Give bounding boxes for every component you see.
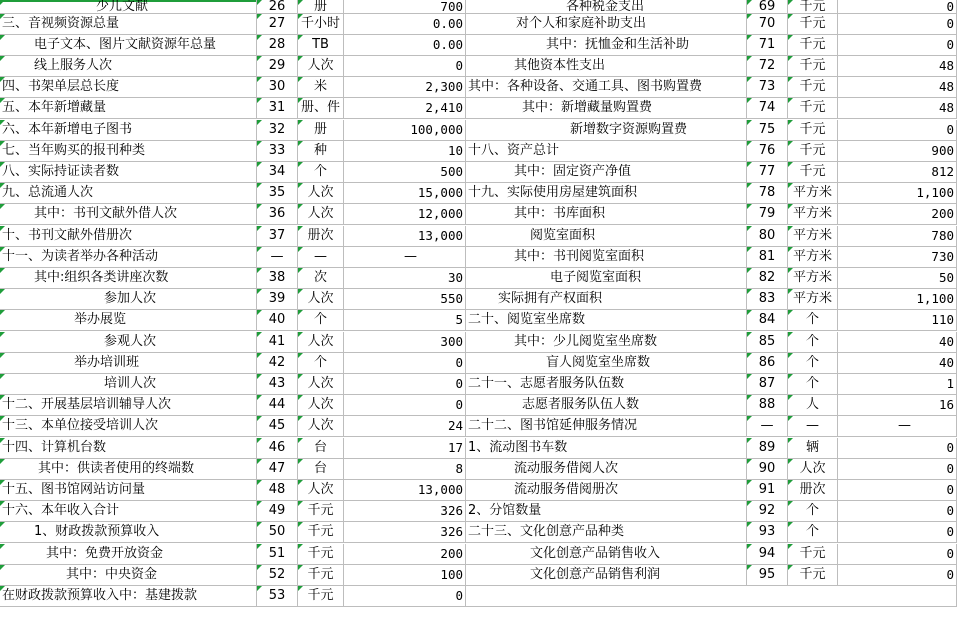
right-code-cell[interactable]: 95 bbox=[747, 565, 788, 586]
right-name-cell[interactable]: 盲人阅览室坐席数 bbox=[466, 353, 747, 374]
left-value-cell[interactable]: 13,000 bbox=[344, 480, 466, 501]
table-row bbox=[0, 77, 957, 98]
left-code-cell[interactable]: 26 bbox=[257, 0, 298, 14]
right-unit-cell[interactable]: 千元 bbox=[788, 56, 838, 77]
left-unit-cell[interactable]: 个 bbox=[298, 310, 344, 331]
right-unit-cell[interactable]: 平方米 bbox=[788, 247, 838, 268]
table-row bbox=[0, 332, 957, 353]
right-name-cell[interactable]: 电子阅览室面积 bbox=[466, 268, 747, 289]
right-code-cell[interactable]: 75 bbox=[747, 120, 788, 141]
left-code-cell[interactable]: 27 bbox=[257, 14, 298, 35]
left-code-cell[interactable]: 44 bbox=[257, 395, 298, 416]
left-unit-cell[interactable]: 人次 bbox=[298, 480, 344, 501]
left-code-cell[interactable]: 30 bbox=[257, 77, 298, 98]
table-row bbox=[0, 480, 957, 501]
left-value-cell[interactable]: 326 bbox=[344, 501, 466, 522]
right-code-cell[interactable]: 86 bbox=[747, 353, 788, 374]
right-unit-cell[interactable]: 册次 bbox=[788, 480, 838, 501]
table-row bbox=[0, 141, 957, 162]
right-unit-cell[interactable]: 千元 bbox=[788, 120, 838, 141]
right-value-cell[interactable]: 0 bbox=[838, 0, 957, 14]
left-code-cell[interactable]: 33 bbox=[257, 141, 298, 162]
left-code-cell[interactable]: 41 bbox=[257, 332, 298, 353]
right-value-cell[interactable]: 1,100 bbox=[838, 289, 957, 310]
right-name-cell[interactable]: 1、流动图书车数 bbox=[466, 438, 747, 459]
left-unit-cell[interactable]: 千小时 bbox=[298, 14, 344, 35]
right-value-cell[interactable]: 0 bbox=[838, 522, 957, 543]
right-code-cell[interactable]: 79 bbox=[747, 204, 788, 225]
left-unit-cell[interactable]: 台 bbox=[298, 438, 344, 459]
left-value-cell[interactable]: 700 bbox=[344, 0, 466, 14]
right-code-cell[interactable]: 72 bbox=[747, 56, 788, 77]
right-unit-cell[interactable]: — bbox=[788, 416, 838, 437]
right-unit-cell[interactable]: 个 bbox=[788, 332, 838, 353]
left-unit-cell[interactable]: 千元 bbox=[298, 522, 344, 543]
left-code-cell[interactable]: 53 bbox=[257, 586, 298, 607]
right-value-cell[interactable]: 48 bbox=[838, 56, 957, 77]
table-row bbox=[0, 310, 957, 331]
left-value-cell[interactable]: 15,000 bbox=[344, 183, 466, 204]
left-value-cell[interactable]: 0 bbox=[344, 586, 466, 607]
right-value-cell[interactable]: 900 bbox=[838, 141, 957, 162]
right-code-cell[interactable]: 93 bbox=[747, 522, 788, 543]
left-value-cell[interactable]: 17 bbox=[344, 438, 466, 459]
table-row bbox=[0, 416, 957, 437]
right-code-cell[interactable]: 92 bbox=[747, 501, 788, 522]
right-value-cell[interactable]: 0 bbox=[838, 501, 957, 522]
empty-cell[interactable] bbox=[466, 586, 957, 607]
right-name-cell[interactable]: 实际拥有产权面积 bbox=[466, 289, 747, 310]
left-name-cell[interactable]: 其中：免费开放资金 bbox=[0, 544, 257, 565]
left-value-cell[interactable]: 0 bbox=[344, 56, 466, 77]
right-code-cell[interactable]: 77 bbox=[747, 162, 788, 183]
right-unit-cell[interactable]: 人 bbox=[788, 395, 838, 416]
table-row bbox=[0, 98, 957, 119]
right-name-cell[interactable]: 其中：书刊阅览室面积 bbox=[466, 247, 747, 268]
right-unit-cell[interactable]: 个 bbox=[788, 374, 838, 395]
right-unit-cell[interactable]: 千元 bbox=[788, 544, 838, 565]
left-code-cell[interactable]: 39 bbox=[257, 289, 298, 310]
right-unit-cell[interactable]: 千元 bbox=[788, 0, 838, 14]
left-unit-cell[interactable]: 册次 bbox=[298, 226, 344, 247]
right-code-cell[interactable]: 71 bbox=[747, 35, 788, 56]
table-row bbox=[0, 120, 957, 141]
right-value-cell[interactable]: 0 bbox=[838, 544, 957, 565]
left-code-cell[interactable]: 36 bbox=[257, 204, 298, 225]
left-code-cell[interactable]: 47 bbox=[257, 459, 298, 480]
left-name-cell[interactable]: 十三、本单位接受培训人次 bbox=[0, 416, 257, 437]
table-row bbox=[0, 183, 957, 204]
table-row bbox=[0, 459, 957, 480]
right-value-cell[interactable]: 0 bbox=[838, 565, 957, 586]
right-unit-cell[interactable]: 平方米 bbox=[788, 268, 838, 289]
left-unit-cell[interactable]: 人次 bbox=[298, 204, 344, 225]
left-unit-cell[interactable]: 册、件 bbox=[298, 98, 344, 119]
right-unit-cell[interactable]: 千元 bbox=[788, 565, 838, 586]
right-value-cell[interactable]: 0 bbox=[838, 35, 957, 56]
left-name-cell[interactable]: 1、财政拨款预算收入 bbox=[0, 522, 257, 543]
left-unit-cell[interactable]: 千元 bbox=[298, 501, 344, 522]
left-code-cell[interactable]: 40 bbox=[257, 310, 298, 331]
right-value-cell[interactable]: 0 bbox=[838, 480, 957, 501]
table-row bbox=[0, 353, 957, 374]
table-row bbox=[0, 226, 957, 247]
right-name-cell[interactable]: 各种税金支出 bbox=[466, 0, 747, 14]
left-value-cell[interactable]: 8 bbox=[344, 459, 466, 480]
left-name-cell[interactable]: 九、总流通人次 bbox=[0, 183, 257, 204]
left-name-cell[interactable]: 参加人次 bbox=[0, 289, 257, 310]
left-value-cell[interactable]: 12,000 bbox=[344, 204, 466, 225]
left-name-cell[interactable]: 举办展览 bbox=[0, 310, 257, 331]
right-code-cell[interactable]: 69 bbox=[747, 0, 788, 14]
left-value-cell[interactable]: 0.00 bbox=[344, 35, 466, 56]
left-value-cell[interactable]: 0 bbox=[344, 395, 466, 416]
right-value-cell[interactable]: 730 bbox=[838, 247, 957, 268]
right-code-cell[interactable]: 81 bbox=[747, 247, 788, 268]
left-code-cell[interactable]: 35 bbox=[257, 183, 298, 204]
left-value-cell[interactable]: 100,000 bbox=[344, 120, 466, 141]
right-name-cell[interactable]: 其中：新增藏量购置费 bbox=[466, 98, 747, 119]
right-unit-cell[interactable]: 个 bbox=[788, 353, 838, 374]
left-value-cell[interactable]: — bbox=[344, 247, 466, 268]
table-row bbox=[0, 0, 957, 14]
right-code-cell[interactable]: 80 bbox=[747, 226, 788, 247]
left-name-cell[interactable]: 十一、为读者举办各种活动 bbox=[0, 247, 257, 268]
left-unit-cell[interactable]: — bbox=[298, 247, 344, 268]
right-value-cell[interactable]: 1 bbox=[838, 374, 957, 395]
table-row bbox=[0, 395, 957, 416]
table-row bbox=[0, 247, 957, 268]
right-value-cell[interactable]: 0 bbox=[838, 438, 957, 459]
right-name-cell[interactable]: 文化创意产品销售利润 bbox=[466, 565, 747, 586]
table-row bbox=[0, 544, 957, 565]
left-unit-cell[interactable]: 人次 bbox=[298, 374, 344, 395]
left-code-cell[interactable]: 29 bbox=[257, 56, 298, 77]
right-code-cell[interactable]: 91 bbox=[747, 480, 788, 501]
left-value-cell[interactable]: 13,000 bbox=[344, 226, 466, 247]
left-code-cell[interactable]: 48 bbox=[257, 480, 298, 501]
left-value-cell[interactable]: 5 bbox=[344, 310, 466, 331]
left-name-cell[interactable]: 线上服务人次 bbox=[0, 56, 257, 77]
table-row bbox=[0, 374, 957, 395]
right-value-cell[interactable]: 1,100 bbox=[838, 183, 957, 204]
left-name-cell[interactable]: 十六、本年收入合计 bbox=[0, 501, 257, 522]
left-unit-cell[interactable]: 人次 bbox=[298, 56, 344, 77]
right-unit-cell[interactable]: 平方米 bbox=[788, 289, 838, 310]
left-name-cell[interactable]: 七、当年购买的报刊种类 bbox=[0, 141, 257, 162]
left-name-cell[interactable]: 参观人次 bbox=[0, 332, 257, 353]
right-unit-cell[interactable]: 个 bbox=[788, 501, 838, 522]
left-code-cell[interactable]: 46 bbox=[257, 438, 298, 459]
right-value-cell[interactable]: 40 bbox=[838, 332, 957, 353]
table-row bbox=[0, 586, 957, 607]
left-name-cell[interactable]: 三、音视频资源总量 bbox=[0, 14, 257, 35]
left-name-cell[interactable]: 在财政拨款预算收入中：基建拨款 bbox=[0, 586, 257, 607]
left-value-cell[interactable]: 24 bbox=[344, 416, 466, 437]
right-unit-cell[interactable]: 千元 bbox=[788, 141, 838, 162]
right-unit-cell[interactable]: 辆 bbox=[788, 438, 838, 459]
left-name-cell[interactable]: 其中：供读者使用的终端数 bbox=[0, 459, 257, 480]
left-code-cell[interactable]: 52 bbox=[257, 565, 298, 586]
right-code-cell[interactable]: 83 bbox=[747, 289, 788, 310]
right-code-cell[interactable]: 70 bbox=[747, 14, 788, 35]
right-name-cell[interactable]: 十八、资产总计 bbox=[466, 141, 747, 162]
right-name-cell[interactable]: 文化创意产品销售收入 bbox=[466, 544, 747, 565]
right-name-cell[interactable]: 其他资本性支出 bbox=[466, 56, 747, 77]
left-code-cell[interactable]: 37 bbox=[257, 226, 298, 247]
right-name-cell[interactable]: 流动服务借阅人次 bbox=[466, 459, 747, 480]
right-name-cell[interactable]: 二十一、志愿者服务队伍数 bbox=[466, 374, 747, 395]
right-name-cell[interactable]: 新增数字资源购置费 bbox=[466, 120, 747, 141]
right-value-cell[interactable]: 0 bbox=[838, 120, 957, 141]
right-code-cell[interactable]: 85 bbox=[747, 332, 788, 353]
table-row bbox=[0, 522, 957, 543]
left-name-cell[interactable]: 电子文本、图片文献资源年总量 bbox=[0, 35, 257, 56]
right-unit-cell[interactable]: 个 bbox=[788, 522, 838, 543]
right-value-cell[interactable]: 0 bbox=[838, 14, 957, 35]
left-name-cell[interactable]: 其中：书刊文献外借人次 bbox=[0, 204, 257, 225]
right-unit-cell[interactable]: 人次 bbox=[788, 459, 838, 480]
right-name-cell[interactable]: 其中：固定资产净值 bbox=[466, 162, 747, 183]
left-name-cell[interactable]: 少儿文献 bbox=[0, 0, 257, 14]
right-code-cell[interactable]: 88 bbox=[747, 395, 788, 416]
right-code-cell[interactable]: 73 bbox=[747, 77, 788, 98]
left-unit-cell[interactable]: 千元 bbox=[298, 544, 344, 565]
right-unit-cell[interactable]: 个 bbox=[788, 310, 838, 331]
right-unit-cell[interactable]: 千元 bbox=[788, 77, 838, 98]
left-code-cell[interactable]: 45 bbox=[257, 416, 298, 437]
table-row bbox=[0, 501, 957, 522]
right-value-cell[interactable]: 0 bbox=[838, 459, 957, 480]
left-value-cell[interactable]: 326 bbox=[344, 522, 466, 543]
right-name-cell[interactable]: 其中：抚恤金和生活补助 bbox=[466, 35, 747, 56]
right-value-cell[interactable]: 16 bbox=[838, 395, 957, 416]
right-unit-cell[interactable]: 平方米 bbox=[788, 204, 838, 225]
table-row bbox=[0, 204, 957, 225]
right-value-cell[interactable]: 48 bbox=[838, 77, 957, 98]
left-value-cell[interactable]: 300 bbox=[344, 332, 466, 353]
left-unit-cell[interactable]: 人次 bbox=[298, 289, 344, 310]
table-row bbox=[0, 162, 957, 183]
right-code-cell[interactable]: 94 bbox=[747, 544, 788, 565]
table-row bbox=[0, 565, 957, 586]
right-value-cell[interactable]: — bbox=[838, 416, 957, 437]
left-code-cell[interactable]: 49 bbox=[257, 501, 298, 522]
right-name-cell[interactable]: 二十三、文化创意产品种类 bbox=[466, 522, 747, 543]
right-name-cell[interactable]: 其中：书库面积 bbox=[466, 204, 747, 225]
left-name-cell[interactable]: 其中:组织各类讲座次数 bbox=[0, 268, 257, 289]
left-name-cell[interactable]: 八、实际持证读者数 bbox=[0, 162, 257, 183]
right-code-cell[interactable]: — bbox=[747, 416, 788, 437]
left-code-cell[interactable]: 42 bbox=[257, 353, 298, 374]
left-name-cell[interactable]: 十、书刊文献外借册次 bbox=[0, 226, 257, 247]
left-value-cell[interactable]: 0 bbox=[344, 374, 466, 395]
left-name-cell[interactable]: 四、书架单层总长度 bbox=[0, 77, 257, 98]
right-name-cell[interactable]: 2、分馆数量 bbox=[466, 501, 747, 522]
right-code-cell[interactable]: 82 bbox=[747, 268, 788, 289]
left-name-cell[interactable]: 十二、开展基层培训辅导人次 bbox=[0, 395, 257, 416]
left-name-cell[interactable]: 举办培训班 bbox=[0, 353, 257, 374]
right-code-cell[interactable]: 74 bbox=[747, 98, 788, 119]
left-value-cell[interactable]: 10 bbox=[344, 141, 466, 162]
right-value-cell[interactable]: 40 bbox=[838, 353, 957, 374]
left-unit-cell[interactable]: 个 bbox=[298, 353, 344, 374]
right-unit-cell[interactable]: 千元 bbox=[788, 162, 838, 183]
right-value-cell[interactable]: 110 bbox=[838, 310, 957, 331]
right-value-cell[interactable]: 50 bbox=[838, 268, 957, 289]
right-name-cell[interactable]: 二十二、图书馆延伸服务情况 bbox=[466, 416, 747, 437]
right-code-cell[interactable]: 90 bbox=[747, 459, 788, 480]
left-code-cell[interactable]: 50 bbox=[257, 522, 298, 543]
right-value-cell[interactable]: 200 bbox=[838, 204, 957, 225]
right-name-cell[interactable]: 十九、实际使用房屋建筑面积 bbox=[466, 183, 747, 204]
right-name-cell[interactable]: 对个人和家庭补助支出 bbox=[466, 14, 747, 35]
left-unit-cell[interactable]: 册 bbox=[298, 0, 344, 14]
left-unit-cell[interactable]: 台 bbox=[298, 459, 344, 480]
left-unit-cell[interactable]: 千元 bbox=[298, 586, 344, 607]
right-code-cell[interactable]: 89 bbox=[747, 438, 788, 459]
left-value-cell[interactable]: 550 bbox=[344, 289, 466, 310]
left-unit-cell[interactable]: 册 bbox=[298, 120, 344, 141]
right-name-cell[interactable]: 二十、阅览室坐席数 bbox=[466, 310, 747, 331]
right-value-cell[interactable]: 812 bbox=[838, 162, 957, 183]
right-name-cell[interactable]: 其中：少儿阅览室坐席数 bbox=[466, 332, 747, 353]
left-name-cell[interactable]: 其中：中央资金 bbox=[0, 565, 257, 586]
right-unit-cell[interactable]: 平方米 bbox=[788, 183, 838, 204]
table-row bbox=[0, 56, 957, 77]
left-value-cell[interactable]: 0 bbox=[344, 353, 466, 374]
left-name-cell[interactable]: 培训人次 bbox=[0, 374, 257, 395]
right-code-cell[interactable]: 78 bbox=[747, 183, 788, 204]
left-value-cell[interactable]: 2,410 bbox=[344, 98, 466, 119]
right-name-cell[interactable]: 其中：各种设备、交通工具、图书购置费 bbox=[466, 77, 747, 98]
left-code-cell[interactable]: 31 bbox=[257, 98, 298, 119]
table-row bbox=[0, 289, 957, 310]
right-unit-cell[interactable]: 千元 bbox=[788, 35, 838, 56]
right-code-cell[interactable]: 76 bbox=[747, 141, 788, 162]
left-name-cell[interactable]: 十四、计算机台数 bbox=[0, 438, 257, 459]
right-unit-cell[interactable]: 千元 bbox=[788, 98, 838, 119]
right-name-cell[interactable]: 志愿者服务队伍人数 bbox=[466, 395, 747, 416]
left-value-cell[interactable]: 2,300 bbox=[344, 77, 466, 98]
left-code-cell[interactable]: 32 bbox=[257, 120, 298, 141]
left-value-cell[interactable]: 30 bbox=[344, 268, 466, 289]
left-unit-cell[interactable]: 次 bbox=[298, 268, 344, 289]
left-code-cell[interactable]: 38 bbox=[257, 268, 298, 289]
right-unit-cell[interactable]: 千元 bbox=[788, 14, 838, 35]
table-row bbox=[0, 35, 957, 56]
left-name-cell[interactable]: 六、本年新增电子图书 bbox=[0, 120, 257, 141]
left-unit-cell[interactable]: 人次 bbox=[298, 183, 344, 204]
left-name-cell[interactable]: 十五、图书馆网站访问量 bbox=[0, 480, 257, 501]
left-unit-cell[interactable]: 千元 bbox=[298, 565, 344, 586]
left-code-cell[interactable]: — bbox=[257, 247, 298, 268]
left-unit-cell[interactable]: 种 bbox=[298, 141, 344, 162]
left-value-cell[interactable]: 500 bbox=[344, 162, 466, 183]
left-unit-cell[interactable]: 个 bbox=[298, 162, 344, 183]
left-unit-cell[interactable]: 人次 bbox=[298, 332, 344, 353]
right-unit-cell[interactable]: 平方米 bbox=[788, 226, 838, 247]
right-code-cell[interactable]: 87 bbox=[747, 374, 788, 395]
left-value-cell[interactable]: 100 bbox=[344, 565, 466, 586]
table-row bbox=[0, 14, 957, 35]
left-code-cell[interactable]: 43 bbox=[257, 374, 298, 395]
left-unit-cell[interactable]: TB bbox=[298, 35, 344, 56]
right-code-cell[interactable]: 84 bbox=[747, 310, 788, 331]
table-row bbox=[0, 268, 957, 289]
right-name-cell[interactable]: 阅览室面积 bbox=[466, 226, 747, 247]
left-name-cell[interactable]: 五、本年新增藏量 bbox=[0, 98, 257, 119]
right-value-cell[interactable]: 48 bbox=[838, 98, 957, 119]
left-code-cell[interactable]: 51 bbox=[257, 544, 298, 565]
table-row bbox=[0, 438, 957, 459]
left-unit-cell[interactable]: 人次 bbox=[298, 395, 344, 416]
left-value-cell[interactable]: 0.00 bbox=[344, 14, 466, 35]
left-code-cell[interactable]: 28 bbox=[257, 35, 298, 56]
right-name-cell[interactable]: 流动服务借阅册次 bbox=[466, 480, 747, 501]
left-value-cell[interactable]: 200 bbox=[344, 544, 466, 565]
left-unit-cell[interactable]: 人次 bbox=[298, 416, 344, 437]
left-code-cell[interactable]: 34 bbox=[257, 162, 298, 183]
right-value-cell[interactable]: 780 bbox=[838, 226, 957, 247]
left-unit-cell[interactable]: 米 bbox=[298, 77, 344, 98]
